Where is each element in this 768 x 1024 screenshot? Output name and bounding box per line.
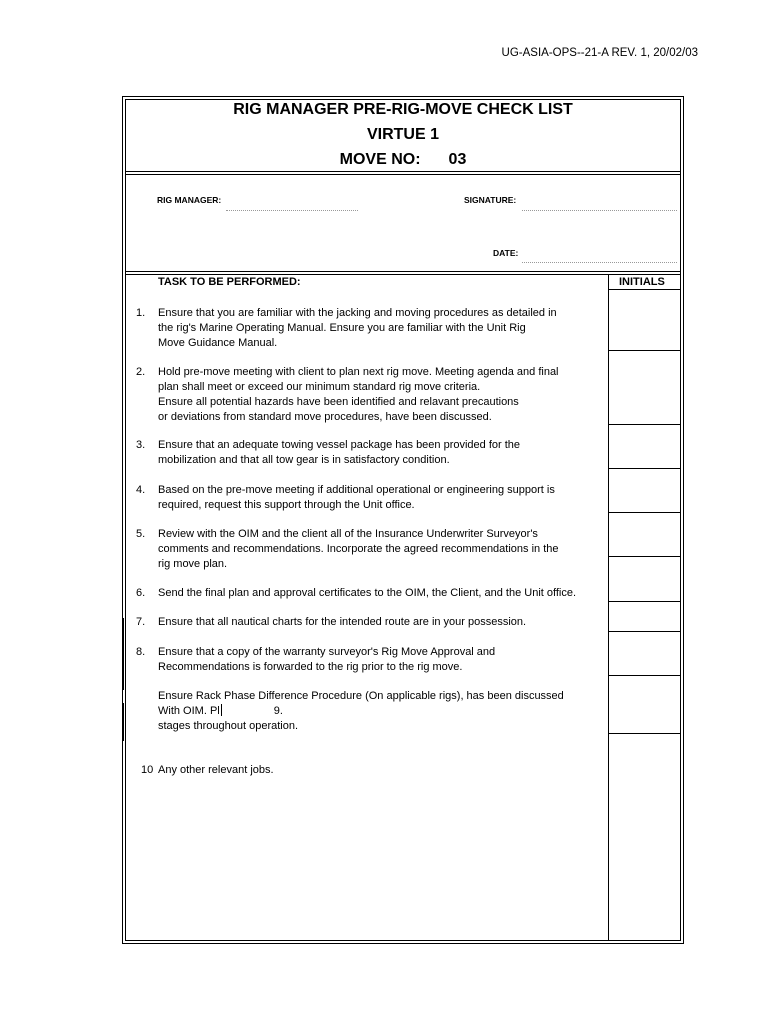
task-text-line: plan shall meet or exceed our minimum standard rig move criteria.: [158, 381, 481, 393]
task-text-line: Review with the OIM and the client all of the Insurance Underwriter Surveyor's: [158, 528, 538, 540]
initials-column-header: INITIALS: [619, 276, 665, 288]
initials-row-line: [608, 468, 681, 469]
task-text-line: Hold pre-move meeting with client to plan next rig move. Meeting agenda and final: [158, 366, 559, 378]
form-title: RIG MANAGER PRE-RIG-MOVE CHECK LIST: [233, 101, 573, 118]
task-item: [158, 689, 603, 734]
item-number: 2.: [136, 366, 146, 378]
date-field[interactable]: [522, 262, 677, 263]
text-cursor: [221, 704, 222, 716]
task-text-line: Ensure that a copy of the warranty surveyor's Rig Move Approval and: [158, 646, 496, 658]
task-text-line: [158, 704, 603, 719]
date-label: DATE:: [493, 248, 519, 258]
task-item: [158, 763, 603, 778]
task-text-line: Ensure that you are familiar with the jacking and moving procedures as detailed in: [158, 307, 557, 319]
initials-row-line: [608, 556, 681, 557]
task-item: [158, 365, 603, 425]
task-item: [158, 527, 603, 572]
initials-row-line: [608, 733, 681, 734]
move-number-row: [125, 151, 681, 169]
task-item: [158, 306, 603, 351]
initials-row-line: [608, 424, 681, 425]
item-number: 4.: [136, 484, 146, 496]
task-text-line: stages throughout operation.: [158, 720, 299, 732]
signature-field[interactable]: [522, 210, 677, 211]
task-column-header: TASK TO BE PERFORMED:: [158, 276, 301, 288]
task-text-line: Based on the pre-move meeting if additional operational or engineering support is: [158, 484, 555, 496]
task-text-line: rig move plan.: [158, 558, 228, 570]
task-text-line: mobilization and that all tow gear is in satisfactory condition.: [158, 454, 450, 466]
rig-manager-label: RIG MANAGER:: [157, 195, 222, 205]
move-number-label: MOVE NO:: [339, 151, 421, 168]
item-number: 5.: [136, 528, 146, 540]
document-reference: UG-ASIA-OPS--21-A REV. 1, 20/02/03: [501, 47, 698, 59]
move-number-value: 03: [448, 151, 467, 168]
divider: [125, 271, 681, 272]
task-text-line: Any other relevant jobs.: [158, 764, 274, 776]
initials-row-line: [608, 675, 681, 676]
initials-row-line: [608, 631, 681, 632]
item-number: 7.: [136, 616, 146, 628]
signature-label: SIGNATURE:: [464, 195, 517, 205]
task-text-line: comments and recommendations. Incorporate the agreed recommendations in the: [158, 543, 559, 555]
edge-mark: [123, 703, 124, 741]
task-item: [158, 483, 603, 513]
item-number: 6.: [136, 587, 146, 599]
item-number: 9.: [273, 705, 283, 717]
initials-row-line: [608, 350, 681, 351]
task-text-line: Ensure all potential hazards have been identified and relavant precautions: [158, 396, 519, 408]
task-text-line: required, request this support through the Unit office.: [158, 499, 415, 511]
initials-column-divider: [608, 275, 609, 941]
divider: [125, 174, 681, 175]
edge-mark: [123, 618, 124, 690]
task-item: [158, 645, 603, 675]
form-inner-border: [125, 99, 681, 941]
task-item: [158, 615, 603, 630]
task-item: [158, 586, 603, 601]
item-number: 8.: [136, 646, 146, 658]
item-number: 3.: [136, 439, 146, 451]
task-text-line: Send the final plan and approval certificates to the OIM, the Client, and the Unit office.: [158, 587, 577, 599]
divider: [125, 171, 681, 172]
divider: [125, 274, 681, 275]
task-text-line: the rig's Marine Operating Manual. Ensure you are familiar with the Unit Rig: [158, 322, 526, 334]
task-text-line: Move Guidance Manual.: [158, 337, 278, 349]
task-item: [158, 438, 603, 468]
initials-row-line: [608, 289, 681, 290]
task-text-line: or deviations from standard move procedures, have been discussed.: [158, 411, 492, 423]
task-text-fragment: With OIM. Pl: [158, 705, 220, 717]
initials-row-line: [608, 512, 681, 513]
initials-row-line: [608, 601, 681, 602]
rig-manager-field[interactable]: [226, 210, 358, 211]
task-text-line: Ensure Rack Phase Difference Procedure (On applicable rigs), has been discussed: [158, 690, 564, 702]
task-text-line: Ensure that all nautical charts for the intended route are in your possession.: [158, 616, 527, 628]
item-number: 10: [141, 764, 154, 776]
task-text-line: Ensure that an adequate towing vessel package has been provided for the: [158, 439, 521, 451]
vessel-name: VIRTUE 1: [366, 126, 439, 143]
item-number: 1.: [136, 307, 146, 319]
task-text-line: Recommendations is forwarded to the rig prior to the rig move.: [158, 661, 463, 673]
